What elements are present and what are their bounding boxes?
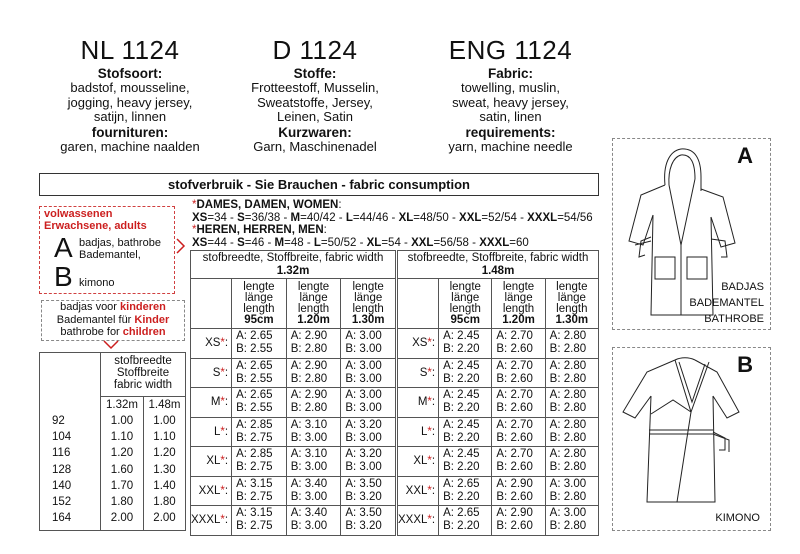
- view-b-label: KIMONO: [715, 512, 760, 524]
- adults-b-text: kimono: [79, 277, 115, 289]
- adults-a-text: badjas, bathrobe: [79, 237, 161, 249]
- child-value: 1.20: [153, 447, 176, 460]
- yardage-cell: A: 2.65 B: 2.20: [439, 476, 492, 506]
- length-col-header: lengte länge length 95cm: [439, 279, 492, 329]
- yardage-cell: A: 2.70 B: 2.60: [492, 358, 545, 388]
- chevron-right-icon: [176, 238, 186, 254]
- table-row: [191, 358, 396, 388]
- table-row: [398, 388, 599, 418]
- table-row: [398, 447, 599, 477]
- child-size: 152: [52, 496, 72, 508]
- child-value: 1.70: [110, 479, 134, 492]
- child-value: 1.80: [153, 496, 176, 508]
- yardage-cell: A: 3.10 B: 3.00: [286, 417, 341, 447]
- de-column: [215, 34, 415, 154]
- yardage-cell: A: 2.65 B: 2.55: [232, 388, 287, 418]
- men-title: HEREN, HERREN, MEN: [196, 224, 324, 236]
- yardage-cell: A: 3.00 B: 3.00: [341, 358, 396, 388]
- yardage-cell: A: 2.45 B: 2.20: [439, 388, 492, 418]
- en-req-label: requirements:: [465, 124, 556, 140]
- size-value: 60: [515, 237, 529, 249]
- yardage-cell: A: 2.70 B: 2.60: [492, 447, 545, 477]
- view-a-letter: A: [54, 232, 73, 263]
- table-row: [191, 417, 396, 447]
- yardage-cell: A: 3.00 B: 3.00: [341, 329, 396, 359]
- en-fabric-label: Fabric:: [487, 66, 533, 81]
- child-size: 128: [52, 463, 72, 476]
- women-sizes: *DAMES, DAMEN, WOMEN: XS=34 - S=36/38 - M=40/42 - L=44/46 - XL=48/50 - XXL=52/54 - XXXL=54/56: [192, 199, 602, 225]
- adult-table-148: [397, 250, 599, 536]
- yardage-cell: A: 2.90 B: 2.60: [492, 506, 545, 536]
- children-red: children: [122, 326, 166, 338]
- size-value: 54/56: [563, 212, 593, 224]
- yardage-cell: A: 2.65 B: 2.20: [439, 506, 492, 536]
- children-red: kinderen: [120, 301, 166, 313]
- yardage-cell: A: 2.45 B: 2.20: [439, 417, 492, 447]
- child-value: 1.60: [110, 463, 134, 476]
- consumption-title: stofverbruik - Sie Brauchen - fabric consumption: [39, 173, 599, 196]
- size-key: S: [237, 212, 245, 224]
- de-fabric-line: Leinen, Satin: [277, 109, 353, 125]
- yardage-cell: A: 2.85 B: 2.75: [232, 447, 287, 477]
- child-value: 2.00: [153, 512, 176, 525]
- adult-table-132: [190, 250, 396, 536]
- table-header: stofbreedte, Stoffbreite, fabric width 1.48m: [398, 251, 599, 279]
- size-value: 44: [214, 237, 227, 249]
- size-key: XL: [366, 237, 382, 249]
- asterisk: *: [192, 224, 197, 236]
- table-row: [398, 329, 599, 359]
- child-size: 116: [52, 447, 71, 460]
- yardage-cell: A: 3.40 B: 3.00: [286, 506, 341, 536]
- women-title: DAMES, DAMEN, WOMEN: [196, 199, 339, 211]
- nl-req-label: fournituren:: [91, 124, 169, 140]
- size-key: M: [290, 212, 301, 224]
- size-cell: XXL*:: [398, 476, 439, 506]
- table-row: [398, 476, 599, 506]
- table-row: [398, 417, 599, 447]
- yardage-cell: A: 2.80 B: 2.80: [545, 417, 598, 447]
- nl-column: [30, 34, 230, 154]
- yardage-cell: A: 2.45 B: 2.20: [439, 447, 492, 477]
- children-text: Bademantel für: [56, 313, 135, 326]
- yardage-cell: A: 3.20 B: 3.00: [341, 447, 396, 477]
- child-value: 1.10: [153, 431, 176, 444]
- de-code: D 1124: [272, 35, 358, 65]
- de-req-text: Garn, Maschinenadel: [253, 138, 377, 154]
- view-a-label: BATHROBE: [704, 313, 764, 325]
- men-size-list: XS=44 - S=46 - M=48 - L=50/52 - XL=54 - XXL=56/58 - XXXL=60: [192, 237, 529, 249]
- size-cell: L*:: [398, 417, 439, 447]
- view-a-label: BADJAS: [721, 281, 764, 293]
- en-column: [408, 34, 613, 154]
- size-value: 56/58: [440, 237, 469, 249]
- view-b-letter: B: [54, 261, 73, 292]
- size-value: 48: [290, 237, 304, 249]
- yardage-cell: A: 2.65 B: 2.55: [232, 329, 287, 359]
- yardage-cell: A: 2.45 B: 2.20: [439, 329, 492, 359]
- child-header: stofbreedte: [114, 355, 172, 367]
- yardage-cell: A: 3.00 B: 2.80: [545, 506, 598, 536]
- child-width-148: 1.48m: [148, 399, 181, 411]
- size-cell: XL*:: [191, 447, 232, 477]
- table-row: [191, 447, 396, 477]
- size-key: XXXL: [479, 237, 510, 249]
- size-key: XXL: [411, 237, 434, 249]
- de-fabric-line: Sweatstoffe, Jersey,: [257, 94, 373, 110]
- size-value: 54: [388, 237, 401, 249]
- size-cell: S*:: [398, 358, 439, 388]
- yardage-cell: A: 3.50 B: 3.20: [341, 476, 396, 506]
- child-value: 1.80: [110, 496, 134, 508]
- size-key: XS: [192, 237, 208, 249]
- yardage-cell: A: 2.90 B: 2.80: [286, 388, 341, 418]
- en-fabric-line: towelling, muslin,: [461, 80, 560, 96]
- length-col-header: lengte länge length 95cm: [232, 279, 287, 329]
- child-table: [39, 352, 186, 531]
- yardage-cell: A: 3.20 B: 3.00: [341, 417, 396, 447]
- table-row: [398, 358, 599, 388]
- en-fabric-line: satin, linen: [479, 109, 542, 125]
- yardage-cell: A: 3.40 B: 3.00: [286, 476, 341, 506]
- yardage-cell: A: 3.50 B: 3.20: [341, 506, 396, 536]
- size-value: 48/50: [420, 212, 449, 224]
- yardage-cell: A: 2.80 B: 2.80: [545, 358, 598, 388]
- child-size: 92: [52, 415, 65, 427]
- yardage-cell: A: 3.15 B: 2.75: [232, 506, 287, 536]
- yardage-cell: A: 2.70 B: 2.60: [492, 417, 545, 447]
- size-key: XXXL: [527, 212, 558, 224]
- size-cell: XL*:: [398, 447, 439, 477]
- nl-fabric-label: Stofsoort:: [97, 66, 163, 81]
- child-header: Stoffbreite: [116, 367, 170, 379]
- size-key: XXL: [459, 212, 482, 224]
- child-value: 2.00: [110, 512, 134, 525]
- length-col-header: lengte länge length 1.30m: [341, 279, 396, 329]
- size-cell: XXXL*:: [398, 506, 439, 536]
- size-key: XS: [192, 212, 208, 224]
- size-value: 36/38: [251, 212, 281, 224]
- yardage-cell: A: 2.45 B: 2.20: [439, 358, 492, 388]
- nl-fabric-line: satijn, linnen: [93, 109, 167, 125]
- view-b-box: [612, 347, 771, 531]
- adults-box: [39, 206, 175, 294]
- yardage-cell: A: 2.80 B: 2.80: [545, 329, 598, 359]
- asterisk: *: [192, 199, 197, 211]
- yardage-cell: A: 2.90 B: 2.80: [286, 329, 341, 359]
- table-row: [191, 388, 396, 418]
- children-text: bathrobe for: [60, 326, 123, 338]
- yardage-cell: A: 2.70 B: 2.60: [492, 329, 545, 359]
- table-row: [191, 476, 396, 506]
- size-cell: L*:: [191, 417, 232, 447]
- yardage-cell: A: 2.80 B: 2.80: [545, 388, 598, 418]
- view-a-label: BADEMANTEL: [689, 297, 764, 309]
- child-value: 1.30: [153, 463, 176, 476]
- child-value: 1.00: [110, 415, 134, 427]
- view-a-letter: A: [737, 143, 753, 168]
- child-value: 1.10: [110, 431, 134, 444]
- table-row: [398, 506, 599, 536]
- size-key: M: [274, 237, 285, 249]
- size-cell: S*:: [191, 358, 232, 388]
- size-key: L: [313, 237, 321, 249]
- yardage-cell: A: 2.70 B: 2.60: [492, 388, 545, 418]
- chevron-down-icon: [103, 340, 119, 350]
- size-value: 34: [214, 212, 227, 224]
- men-sizes: *HEREN, HERREN, MEN: XS=44 - S=46 - M=48 - L=50/52 - XL=54 - XXL=56/58 - XXXL=60: [192, 224, 602, 250]
- size-value: 44/46: [359, 212, 389, 224]
- size-cell: XS*:: [191, 329, 232, 359]
- table-row: [191, 506, 396, 536]
- children-text: badjas voor: [60, 301, 121, 313]
- nl-fabric-line: jogging, heavy jersey,: [67, 94, 193, 110]
- adults-title-de-en: Erwachsene, adults: [44, 220, 147, 232]
- de-fabric-line: Frotteestoff, Musselin,: [251, 80, 379, 96]
- yardage-cell: A: 2.85 B: 2.75: [232, 417, 287, 447]
- table-header: stofbreedte, Stoffbreite, fabric width 1.32m: [191, 251, 396, 279]
- table-row: [191, 329, 396, 359]
- child-value: 1.40: [153, 479, 176, 492]
- size-key: S: [237, 237, 245, 249]
- de-fabric-label: Stoffe:: [293, 66, 337, 81]
- adults-title-nl: volwassenen: [44, 208, 113, 220]
- yardage-cell: A: 2.65 B: 2.55: [232, 358, 287, 388]
- length-col-header: lengte länge length 1.30m: [545, 279, 598, 329]
- view-a-box: [612, 138, 771, 330]
- en-code: ENG 1124: [448, 35, 573, 65]
- children-box: [41, 300, 185, 341]
- child-size: 140: [52, 479, 72, 492]
- yardage-cell: A: 3.00 B: 3.00: [341, 388, 396, 418]
- size-cell: XXXL*:: [191, 506, 232, 536]
- women-size-list: XS=34 - S=36/38 - M=40/42 - L=44/46 - XL=48/50 - XXL=52/54 - XXXL=54/56: [192, 212, 593, 224]
- view-b-letter: B: [737, 352, 753, 377]
- size-value: 46: [251, 237, 265, 249]
- yardage-cell: A: 3.15 B: 2.75: [232, 476, 287, 506]
- size-cell: M*:: [398, 388, 439, 418]
- yardage-cell: A: 3.10 B: 3.00: [286, 447, 341, 477]
- size-key: L: [345, 212, 353, 224]
- child-size: 164: [52, 512, 72, 525]
- child-size: 104: [52, 431, 72, 444]
- yardage-cell: A: 3.00 B: 2.80: [545, 476, 598, 506]
- en-fabric-line: sweat, heavy jersey,: [452, 94, 569, 110]
- de-req-label: Kurzwaren:: [278, 124, 352, 140]
- child-header: fabric width: [113, 379, 173, 391]
- yardage-cell: A: 2.80 B: 2.80: [545, 447, 598, 477]
- child-value: 1.20: [110, 447, 134, 460]
- adults-a-text: Bademantel,: [79, 249, 141, 261]
- length-col-header: lengte länge length 1.20m: [492, 279, 545, 329]
- nl-code: NL 1124: [80, 35, 180, 65]
- nl-fabric-line: badstof, mousseline,: [70, 80, 190, 96]
- size-key: XL: [398, 212, 414, 224]
- kimono-illustration: [617, 352, 745, 512]
- nl-req-text: garen, machine naalden: [60, 138, 200, 154]
- size-value: 40/42: [306, 212, 336, 224]
- size-cell: XS*:: [398, 329, 439, 359]
- yardage-cell: A: 2.90 B: 2.60: [492, 476, 545, 506]
- child-width-132: 1.32m: [106, 399, 138, 411]
- size-value: 50/52: [327, 237, 357, 249]
- size-cell: M*:: [191, 388, 232, 418]
- children-red: Kinder: [134, 313, 170, 326]
- en-req-text: yarn, machine needle: [448, 138, 573, 154]
- length-col-header: lengte länge length 1.20m: [286, 279, 341, 329]
- size-cell: XXL*:: [191, 476, 232, 506]
- child-value: 1.00: [153, 415, 176, 427]
- yardage-cell: A: 2.90 B: 2.80: [286, 358, 341, 388]
- size-value: 52/54: [488, 212, 517, 224]
